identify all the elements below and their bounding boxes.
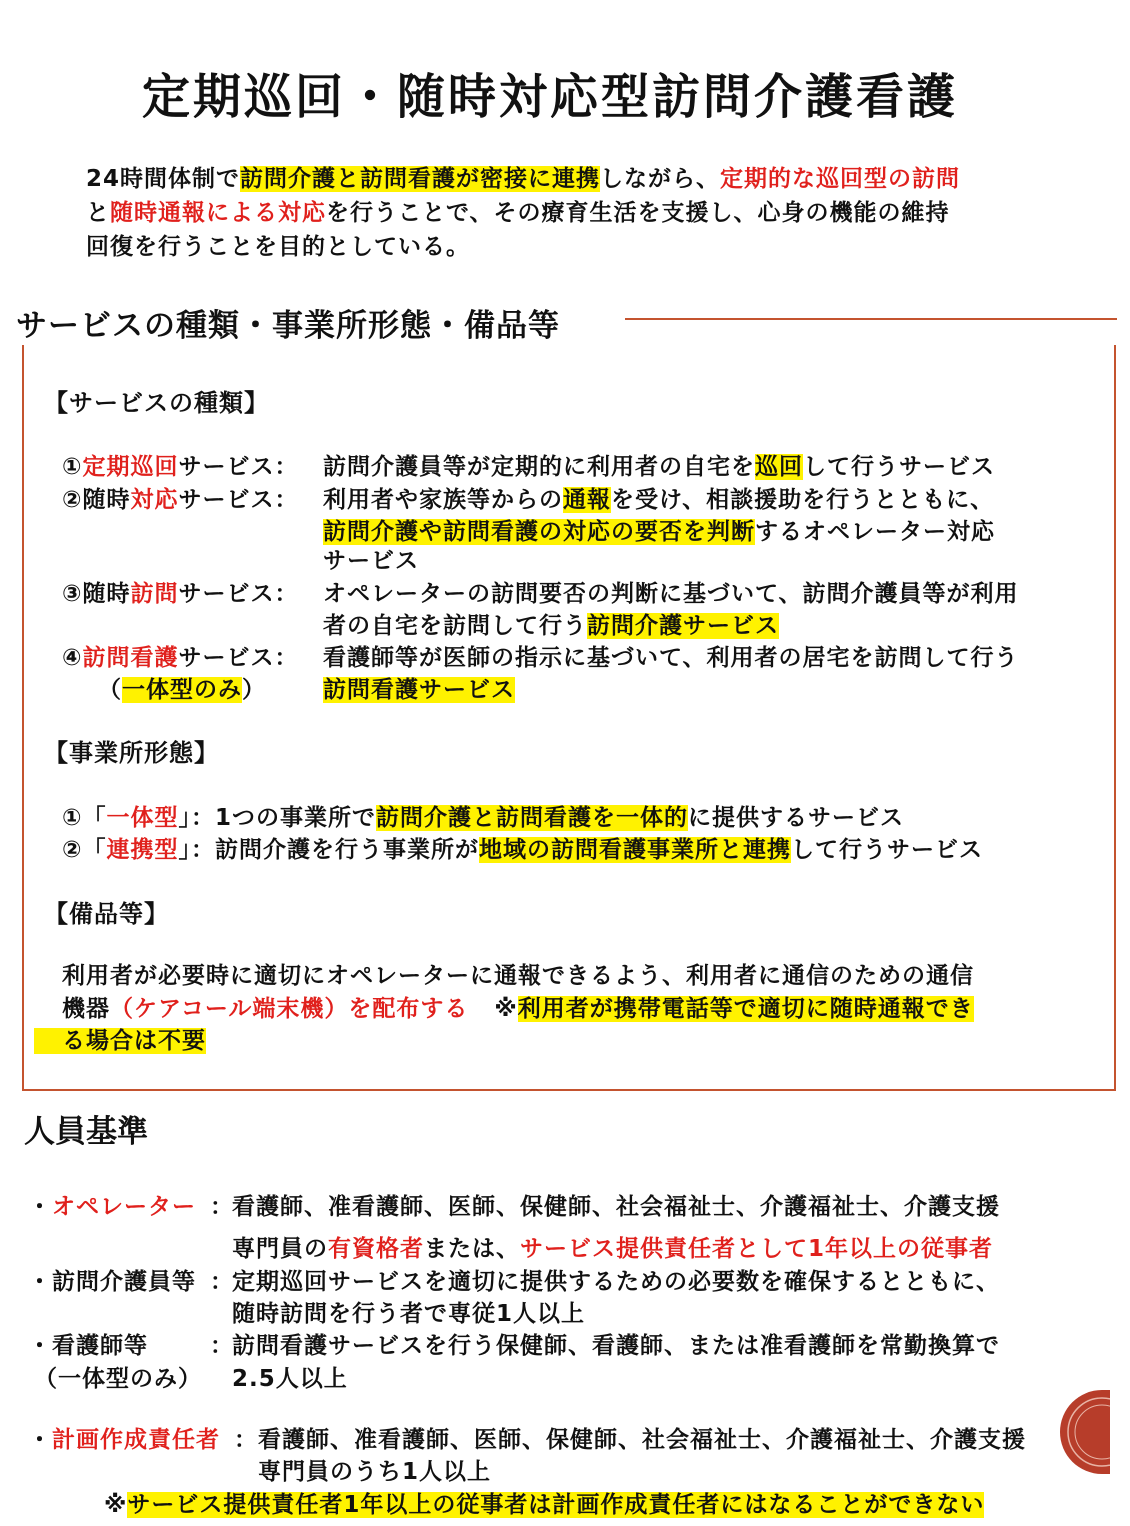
office-heading: 【事業所形態】 [44, 739, 219, 767]
desc-text: 者の自宅を訪問して行う [323, 613, 587, 639]
section-title: サービスの種類・事業所形態・備品等 [16, 308, 560, 344]
desc-text: して行うサービス [803, 454, 995, 480]
desc-text: 1つの事業所で [214, 805, 376, 831]
desc-text: するオペレーター対応 [755, 519, 995, 545]
service-4-note [98, 671, 266, 704]
desc-text: 訪問介護を行う事業所が [214, 837, 479, 863]
staff-operator-label: ・オペレーター [28, 1194, 196, 1220]
service-2-desc-2 [323, 513, 995, 546]
intro-line-3: 回復を行うことを目的としている。 [86, 234, 470, 260]
office-num: ②「 [62, 837, 107, 863]
desc-red-text: 有資格者 [328, 1236, 424, 1262]
service-4-desc-2 [323, 671, 515, 704]
staff-helper-desc-1: 定期巡回サービスを適切に提供するための必要数を確保するとともに、 [232, 1269, 1000, 1295]
office-close: 」： [178, 805, 215, 831]
staff-helper-colon: ： [210, 1269, 234, 1295]
office-name-red: 連携型 [106, 837, 179, 863]
equip-note-mark: ※ [494, 996, 518, 1022]
equip-highlight: 利用者が携帯電話等で適切に随時通報でき [517, 996, 974, 1022]
staff-nurse-colon: ： [210, 1333, 234, 1359]
service-num: ②随時 [62, 487, 131, 513]
equip-highlight: る場合は不要 [34, 1028, 206, 1054]
service-name: サービス： [178, 487, 299, 513]
service-name-red: 対応 [130, 487, 179, 513]
intro-text: を行うことで、その療育生活を支援し、心身の機能の維持 [326, 200, 950, 226]
equip-red-text: （ケアコール端末機）を配布する [110, 996, 469, 1022]
service-name-red: 訪問看護 [82, 645, 179, 671]
equip-text: 機器 [62, 996, 110, 1022]
intro-line-2 [86, 194, 950, 227]
service-1-label [62, 448, 298, 481]
desc-highlight: 訪問介護や訪問看護の対応の要否を判断 [323, 519, 755, 545]
service-name: サービス： [178, 454, 299, 480]
desc-text: 利用者や家族等からの [323, 487, 563, 513]
staff-nurse-desc-1: 訪問看護サービスを行う保健師、看護師、または准看護師を常勤換算で [232, 1333, 1000, 1359]
service-name-red: 訪問 [130, 581, 179, 607]
equip-heading: 【備品等】 [44, 900, 169, 928]
desc-highlight: 巡回 [755, 454, 803, 480]
staff-planner-colon: ： [234, 1427, 258, 1453]
note-mark: ※ [104, 1492, 128, 1518]
staff-operator-desc-2 [232, 1230, 993, 1263]
staff-label-red: 計画作成責任者 [52, 1427, 220, 1453]
staff-note [104, 1486, 984, 1519]
office-num: ①「 [62, 805, 107, 831]
service-3-label [62, 575, 298, 608]
staff-planner-desc-2: 専門員のうち1人以上 [258, 1459, 492, 1485]
staff-heading: 人員基準 [24, 1114, 148, 1150]
desc-text: 専門員の [232, 1236, 328, 1262]
equip-line-3 [34, 1022, 206, 1055]
desc-red-text: サービス提供責任者として1年以上の従事者 [520, 1236, 994, 1262]
staff-helper-label: ・訪問介護員等 [28, 1269, 196, 1295]
service-num: ④ [62, 645, 83, 671]
equip-line-2 [62, 990, 974, 1023]
desc-text: して行うサービス [790, 837, 983, 863]
desc-highlight: 通報 [563, 487, 611, 513]
office-1 [62, 799, 904, 832]
equip-line-1: 利用者が必要時に適切にオペレーターに通報できるよう、利用者に通信のための通信 [62, 963, 974, 989]
desc-highlight: 地域の訪問看護事業所と連携 [478, 837, 791, 863]
staff-operator-colon: ： [210, 1194, 234, 1220]
staff-helper-desc-2: 随時訪問を行う者で専従1人以上 [232, 1301, 586, 1327]
service-2-desc-3: サービス [323, 548, 419, 574]
desc-highlight: 訪問介護と訪問看護を一体的 [376, 805, 688, 831]
intro-line-1 [86, 160, 960, 193]
service-name: サービス： [178, 581, 299, 607]
note-highlight: サービス提供責任者1年以上の従事者は計画作成責任者にはなることができない [127, 1492, 985, 1518]
desc-text: に提供するサービス [688, 805, 904, 831]
service-4-label [62, 639, 298, 672]
service-name-red: 定期巡回 [82, 454, 179, 480]
intro-text: と [86, 200, 110, 226]
service-2-label [62, 481, 298, 514]
desc-text: 訪問介護員等が定期的に利用者の自宅を [323, 454, 755, 480]
note-paren: （ [98, 677, 122, 703]
service-3-desc-2 [323, 607, 779, 640]
service-num: ① [62, 454, 83, 480]
office-close: 」： [178, 837, 215, 863]
service-2-desc-1 [323, 481, 994, 514]
staff-label: 看護師等 [52, 1333, 148, 1359]
staff-planner-label: ・計画作成責任者 [28, 1427, 220, 1453]
desc-text: または、 [424, 1236, 520, 1262]
staff-operator-desc-1: 看護師、准看護師、医師、保健師、社会福祉士、介護福祉士、介護支援 [232, 1194, 1000, 1220]
page-title: 定期巡回・随時対応型訪問介護看護 [141, 69, 958, 125]
desc-text: を受け、相談援助を行うとともに、 [611, 487, 995, 513]
desc-highlight: 訪問看護サービス [323, 677, 515, 703]
intro-highlight: 訪問介護と訪問看護が密接に連携 [240, 166, 601, 192]
staff-nurse-label: ・看護師等 [28, 1333, 148, 1359]
note-highlight: 一体型のみ [122, 677, 242, 703]
service-1-desc [323, 448, 995, 481]
office-2 [62, 831, 983, 864]
staff-label-red: オペレーター [52, 1194, 196, 1220]
desc-highlight: 訪問介護サービス [587, 613, 779, 639]
service-name: サービス： [178, 645, 299, 671]
service-num: ③随時 [62, 581, 131, 607]
service-4-desc-1: 看護師等が医師の指示に基づいて、利用者の居宅を訪問して行う [323, 645, 1019, 671]
intro-red-text: 定期的な巡回型の訪問 [720, 166, 961, 192]
intro-text: 24時間体制で [86, 166, 241, 192]
staff-nurse-desc-2: 2.5人以上 [232, 1366, 348, 1392]
section-rule [625, 318, 1117, 320]
stamp-icon [1060, 1390, 1110, 1474]
note-paren: ） [242, 677, 266, 703]
intro-red-text: 随時通報による対応 [110, 200, 326, 226]
intro-text: しながら、 [600, 166, 721, 192]
service-3-desc-1: オペレーターの訪問要否の判断に基づいて、訪問介護員等が利用 [323, 581, 1019, 607]
staff-nurse-note: （一体型のみ） [34, 1366, 202, 1392]
staff-label: 訪問介護員等 [52, 1269, 196, 1295]
types-heading: 【サービスの種類】 [44, 389, 269, 417]
staff-planner-desc-1: 看護師、准看護師、医師、保健師、社会福祉士、介護福祉士、介護支援 [258, 1427, 1026, 1453]
office-name-red: 一体型 [106, 805, 179, 831]
